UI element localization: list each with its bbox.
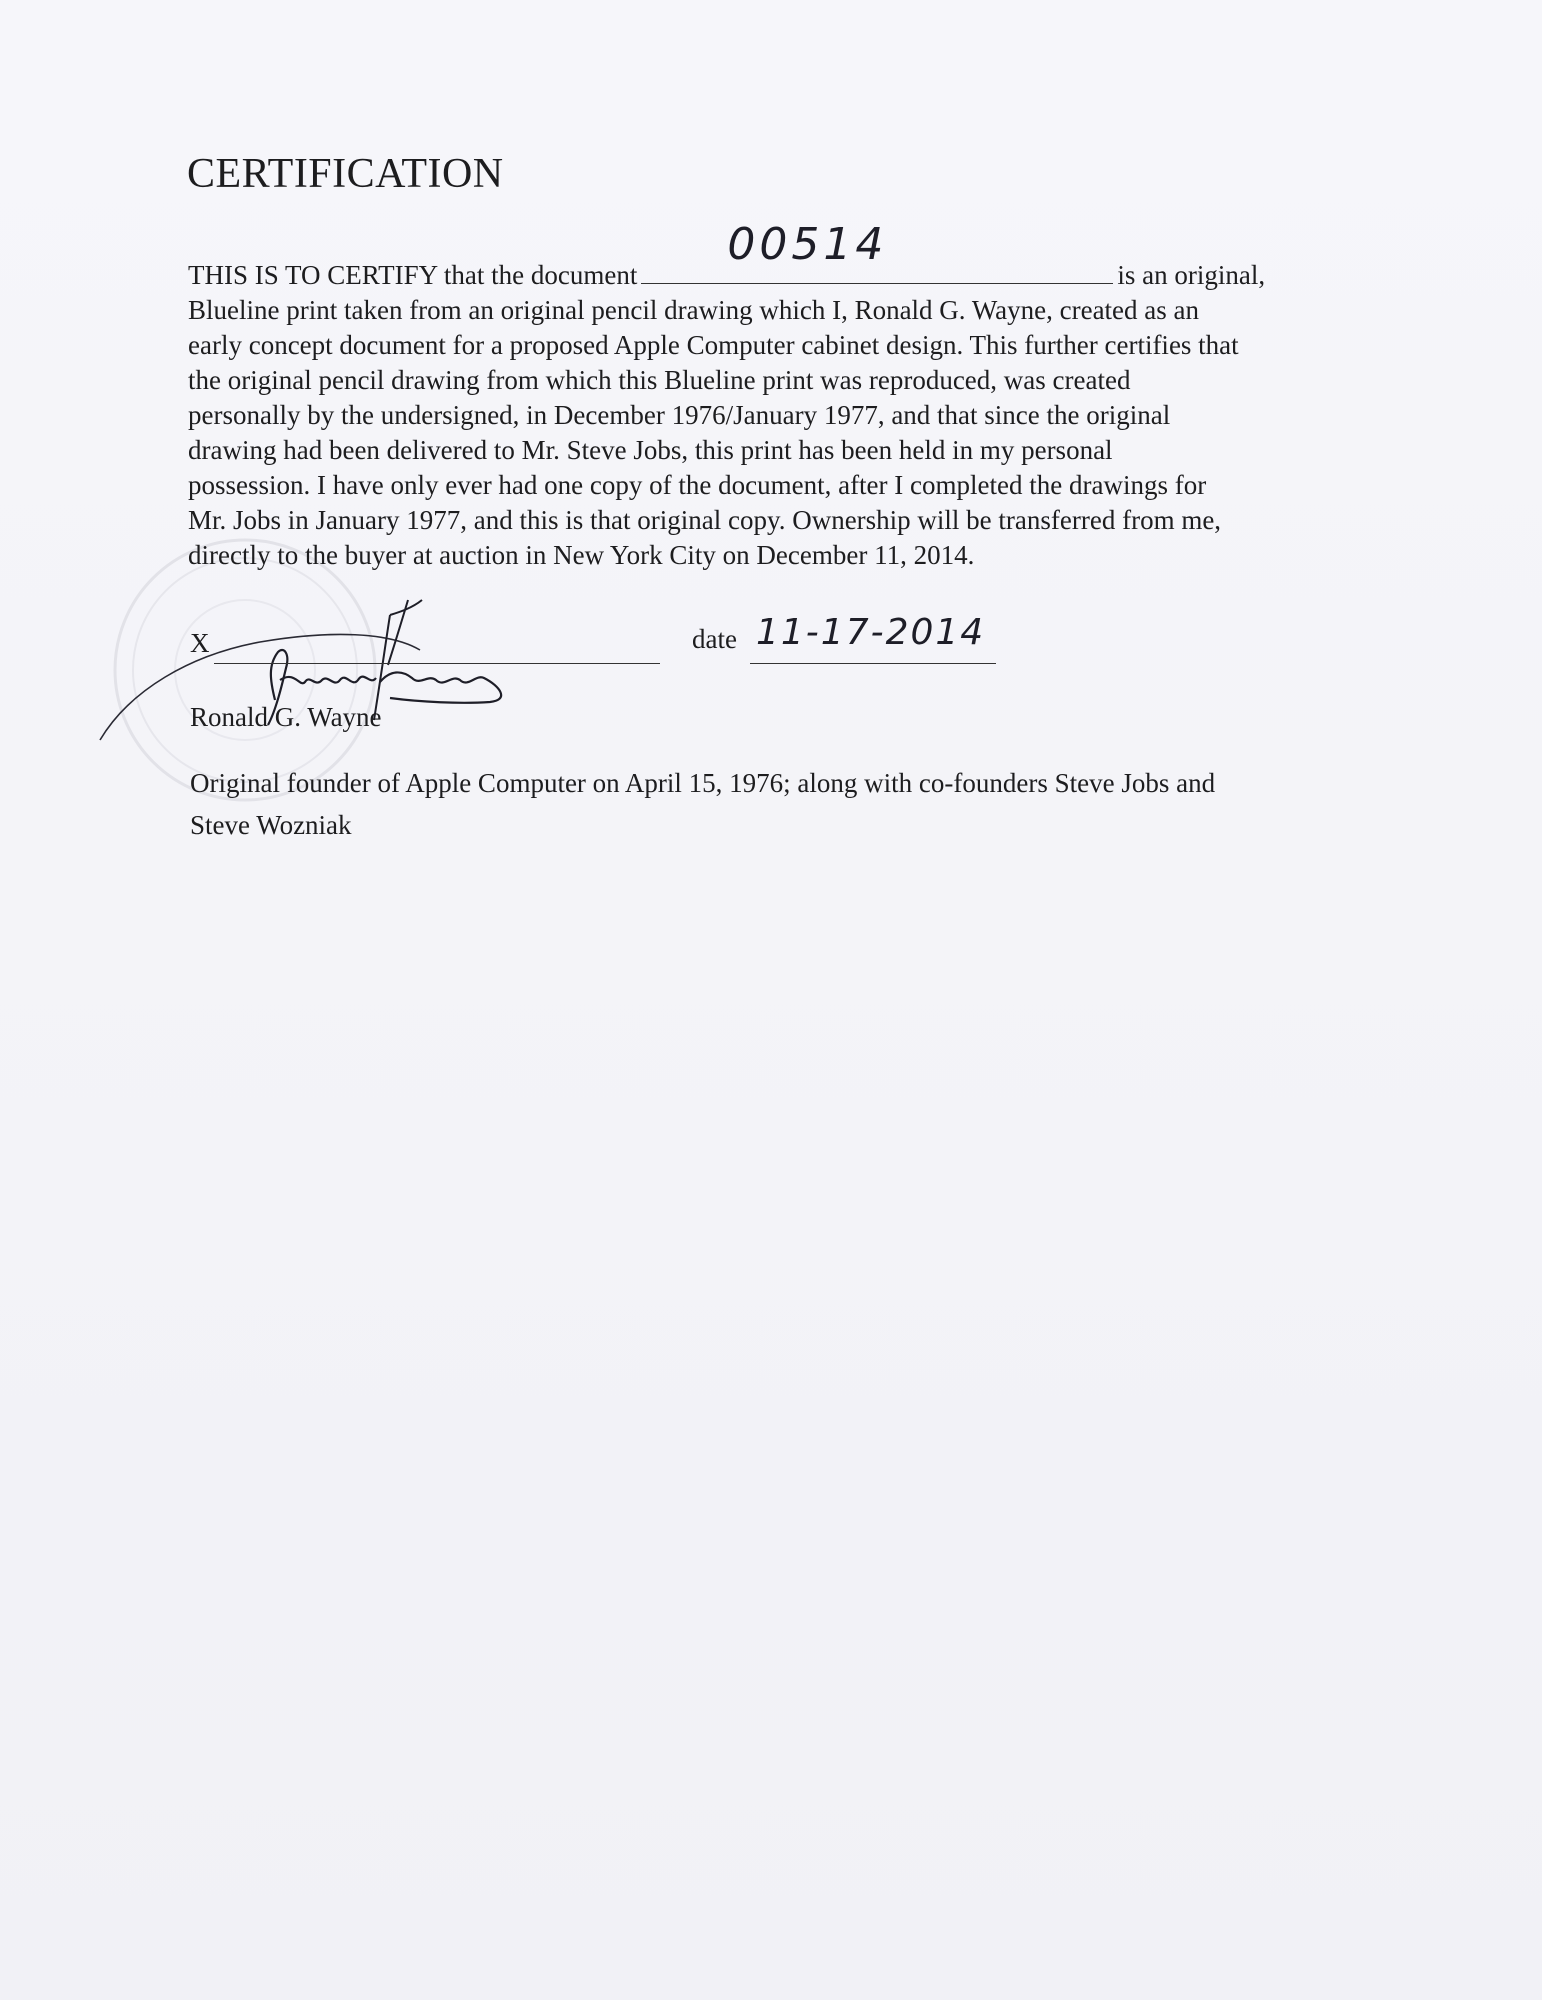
founder-note-line-1: Original founder of Apple Computer on April 15, 1976; along with co-founders Steve Jobs and (190, 768, 1216, 798)
signer-name: Ronald G. Wayne (190, 702, 382, 732)
page-title: CERTIFICATION (187, 151, 504, 197)
date-value: 11-17-2014 (756, 612, 986, 653)
paragraph-line-8: Mr. Jobs in January 1977, and this is that original copy. Ownership will be transferred from me, (188, 505, 1222, 535)
signature-line (214, 663, 660, 664)
line1-prefix: THIS IS TO CERTIFY that the document (188, 260, 638, 290)
paragraph-line-9: directly to the buyer at auction in New York City on December 11, 2014. (188, 540, 975, 570)
signature-row (190, 612, 1190, 668)
paragraph-line-3: early concept document for a proposed Apple Computer cabinet design. This further certifies that (188, 330, 1239, 360)
signature-x-mark: X (190, 628, 210, 658)
paragraph-line-4: the original pencil drawing from which this Blueline print was reproduced, was created (188, 365, 1131, 395)
founder-note-line-2: Steve Wozniak (190, 810, 352, 840)
paragraph-line-1 (188, 219, 1388, 293)
line1-suffix: is an original, (1117, 260, 1266, 290)
date-line (750, 663, 996, 664)
founder-note (190, 762, 1390, 846)
paragraph-line-6: drawing had been delivered to Mr. Steve Jobs, this print has been held in my personal (188, 435, 1113, 465)
document-number-field (641, 219, 1113, 284)
document-number: 00514 (727, 219, 888, 270)
date-label: date (692, 624, 737, 654)
paragraph-line-2: Blueline print taken from an original pencil drawing which I, Ronald G. Wayne, created as an (188, 295, 1200, 325)
certification-paragraph (188, 219, 1388, 573)
paragraph-line-7: possession. I have only ever had one copy of the document, after I completed the drawings for (188, 470, 1207, 500)
paragraph-line-5: personally by the undersigned, in December 1976/January 1977, and that since the original (188, 400, 1171, 430)
